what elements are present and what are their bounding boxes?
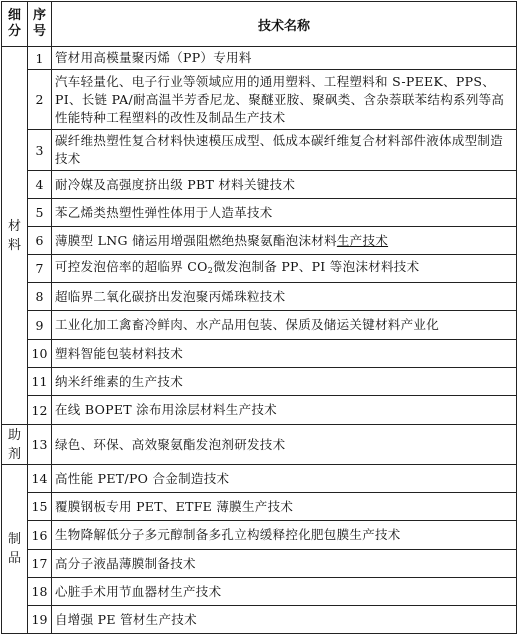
category-char: 料: [7, 237, 21, 253]
row-number: 6: [28, 227, 52, 255]
row-number: 13: [28, 425, 52, 465]
table-row: [2, 47, 517, 70]
table-row: [2, 171, 517, 199]
row-number: 12: [28, 396, 52, 425]
tech-name: 耐冷媒及高强度挤出级 PBT 材料关键技术: [52, 171, 517, 199]
tech-name: 心脏手术用节血器材生产技术: [52, 578, 517, 606]
table-row: [2, 227, 517, 255]
category-materials: [2, 47, 28, 425]
row-number: 3: [28, 130, 52, 171]
tech-name-text: 薄膜型 LNG 储运用增强阻燃绝热聚氨酯泡沫材料: [55, 232, 337, 248]
header-category: [2, 2, 28, 47]
tech-name-text: 微发泡制备 PP、PI 等泡沫材料技术: [213, 258, 420, 274]
tech-name: [52, 227, 517, 255]
tech-name: 工业化加工禽畜冷鲜肉、水产品用包装、保质及储运关键材料产业化: [52, 311, 517, 340]
tech-name-text: 可控发泡倍率的超临界 CO: [55, 258, 208, 274]
category-char: 剂: [7, 446, 21, 462]
table-row: [2, 368, 517, 396]
tech-name: 在线 BOPET 涂布用涂层材料生产技术: [52, 396, 517, 425]
header-number: [28, 2, 52, 47]
row-number: 18: [28, 578, 52, 606]
tech-name: 绿色、环保、高效聚氨酯发泡剂研发技术: [52, 425, 517, 465]
tech-name: 生物降解低分子多元醇制备多孔立构缓释控化肥包膜生产技术: [52, 521, 517, 550]
row-number: 17: [28, 550, 52, 578]
table-row: [2, 425, 517, 465]
header-category-char: 细: [7, 8, 21, 23]
tech-name: 纳米纤维素的生产技术: [52, 368, 517, 396]
tech-name: 超临界二氧化碳挤出发泡聚丙烯珠粒技术: [52, 283, 517, 311]
table-row: [2, 578, 517, 606]
table-row: [2, 199, 517, 227]
tech-name: [52, 255, 517, 283]
row-number: 11: [28, 368, 52, 396]
tech-name-underlined: 生产技术: [336, 232, 389, 248]
table-row: [2, 311, 517, 340]
header-number-char: 序: [32, 8, 46, 23]
table-row: [2, 465, 517, 493]
tech-name: 覆膜钢板专用 PET、ETFE 薄膜生产技术: [52, 493, 517, 521]
header-tech-name: 技术名称: [52, 2, 517, 47]
table-row: [2, 521, 517, 550]
header-category-char: 分: [7, 24, 21, 39]
row-number: 4: [28, 171, 52, 199]
subscript: 2: [207, 265, 214, 275]
tech-name: 高分子液晶薄膜制备技术: [52, 550, 517, 578]
row-number: 15: [28, 493, 52, 521]
tech-name: 碳纤维热塑性复合材料快速模压成型、低成本碳纤维复合材料部件液体成型制造技术: [52, 130, 517, 171]
row-number: 7: [28, 255, 52, 283]
row-number: 2: [28, 70, 52, 130]
table-row: [2, 606, 517, 634]
category-char: 品: [7, 551, 21, 566]
row-number: 14: [28, 465, 52, 493]
table-row: [2, 130, 517, 171]
row-number: 9: [28, 311, 52, 340]
row-number: 19: [28, 606, 52, 634]
category-products: [2, 465, 28, 634]
header-number-char: 号: [32, 24, 46, 39]
table-row: [2, 255, 517, 283]
table-row: [2, 340, 517, 368]
table-row: [2, 70, 517, 130]
category-char: 制: [7, 532, 21, 547]
category-char: 材: [7, 218, 21, 234]
row-number: 10: [28, 340, 52, 368]
tech-name: 塑料智能包装材料技术: [52, 340, 517, 368]
technology-table: [1, 1, 517, 634]
row-number: 1: [28, 47, 52, 70]
table-row: [2, 283, 517, 311]
row-number: 5: [28, 199, 52, 227]
category-char: 助: [7, 427, 21, 443]
tech-name: 高性能 PET/PO 合金制造技术: [52, 465, 517, 493]
tech-name: 管材用高模量聚丙烯（PP）专用料: [52, 47, 517, 70]
tech-name: 汽车轻量化、电子行业等领域应用的通用塑料、工程塑料和 S-PEEK、PPS、 PI、长链 PA/耐高温半芳香尼龙、聚醚亚胺、聚砜类、含杂萘联苯结构系列等高性能特种工程塑料的改性及制品生产技术: [52, 70, 517, 130]
table-row: [2, 550, 517, 578]
table-row: [2, 493, 517, 521]
tech-name: 自增强 PE 管材生产技术: [52, 606, 517, 634]
row-number: 16: [28, 521, 52, 550]
table-row: [2, 396, 517, 425]
table-header-row: [2, 2, 517, 47]
category-additives: [2, 425, 28, 465]
row-number: 8: [28, 283, 52, 311]
tech-name: 苯乙烯类热塑性弹性体用于人造革技术: [52, 199, 517, 227]
